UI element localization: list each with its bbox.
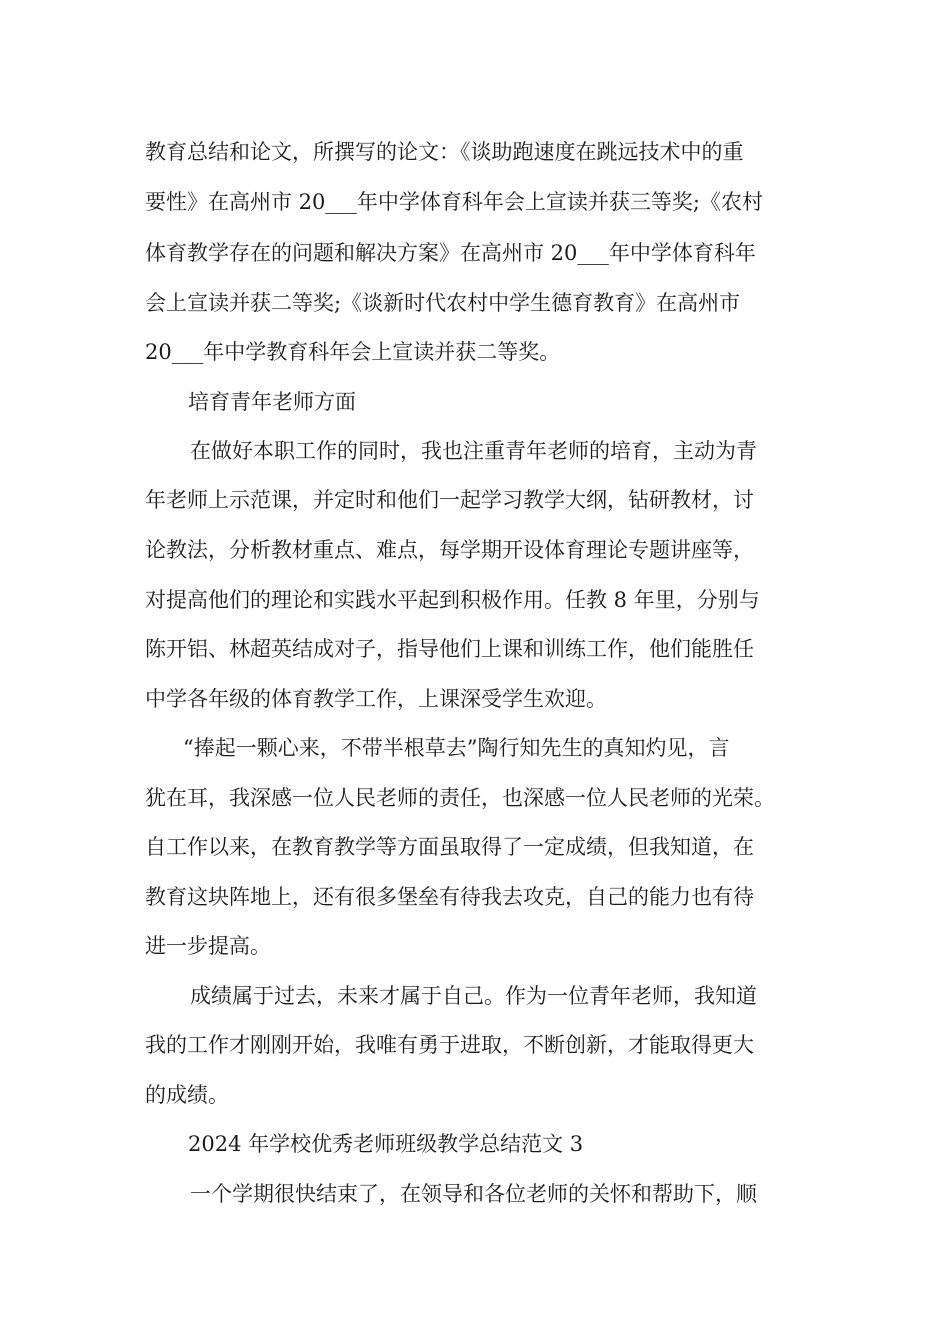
text-line: 体育教学存在的问题和解决方案》在高州市 20___年中学体育科年 (145, 241, 756, 265)
text-line: 进一步提高。 (145, 934, 271, 958)
text-line: 20___年中学教育科年会上宣读并获二等奖。 (145, 340, 561, 364)
text-line: 在做好本职工作的同时，我也注重青年老师的培育，主动为青 (190, 439, 757, 463)
text-line: 教育总结和论文，所撰写的论文：《谈助跑速度在跳远技术中的重 (145, 140, 744, 164)
text-line: 对提高他们的理论和实践水平起到积极作用。任教 8 年里，分别与 (145, 588, 760, 612)
text-line: “捧起一颗心来，不带半根草去”陶行知先生的真知灼见，言 (183, 736, 730, 760)
text-line: 成绩属于过去，未来才属于自己。作为一位青年老师，我知道 (190, 984, 757, 1008)
text-line: 陈开铝、林超英结成对子，指导他们上课和训练工作，他们能胜任 (145, 637, 754, 661)
text-line: 论教法，分析教材重点、难点，每学期开设体育理论专题讲座等， (145, 538, 754, 562)
text-line: 中学各年级的体育教学工作，上课深受学生欢迎。 (145, 687, 607, 711)
text-line: 年老师上示范课，并定时和他们一起学习教学大纲，钻研教材，讨 (145, 488, 754, 512)
text-line: 教育这块阵地上，还有很多堡垒有待我去攻克，自己的能力也有待 (145, 885, 754, 909)
text-line: 一个学期很快结束了，在领导和各位老师的关怀和帮助下，顺 (190, 1182, 757, 1206)
text-line: 犹在耳，我深感一位人民老师的责任，也深感一位人民老师的光荣。 (145, 786, 775, 810)
text-line: 的成绩。 (145, 1083, 229, 1107)
text-line: 我的工作才刚刚开始，我唯有勇于进取，不断创新，才能取得更大 (145, 1033, 754, 1057)
text-line: 自工作以来，在教育教学等方面虽取得了一定成绩，但我知道，在 (145, 835, 754, 859)
text-line: 会上宣读并获二等奖;《谈新时代农村中学生德育教育》在高州市 (145, 291, 741, 315)
section-heading: 培育青年老师方面 (188, 390, 356, 414)
text-line: 要性》在高州市 20___年中学体育科年会上宣读并获三等奖;《农村 (145, 190, 763, 214)
section-heading: 2024 年学校优秀老师班级教学总结范文 3 (188, 1132, 584, 1156)
